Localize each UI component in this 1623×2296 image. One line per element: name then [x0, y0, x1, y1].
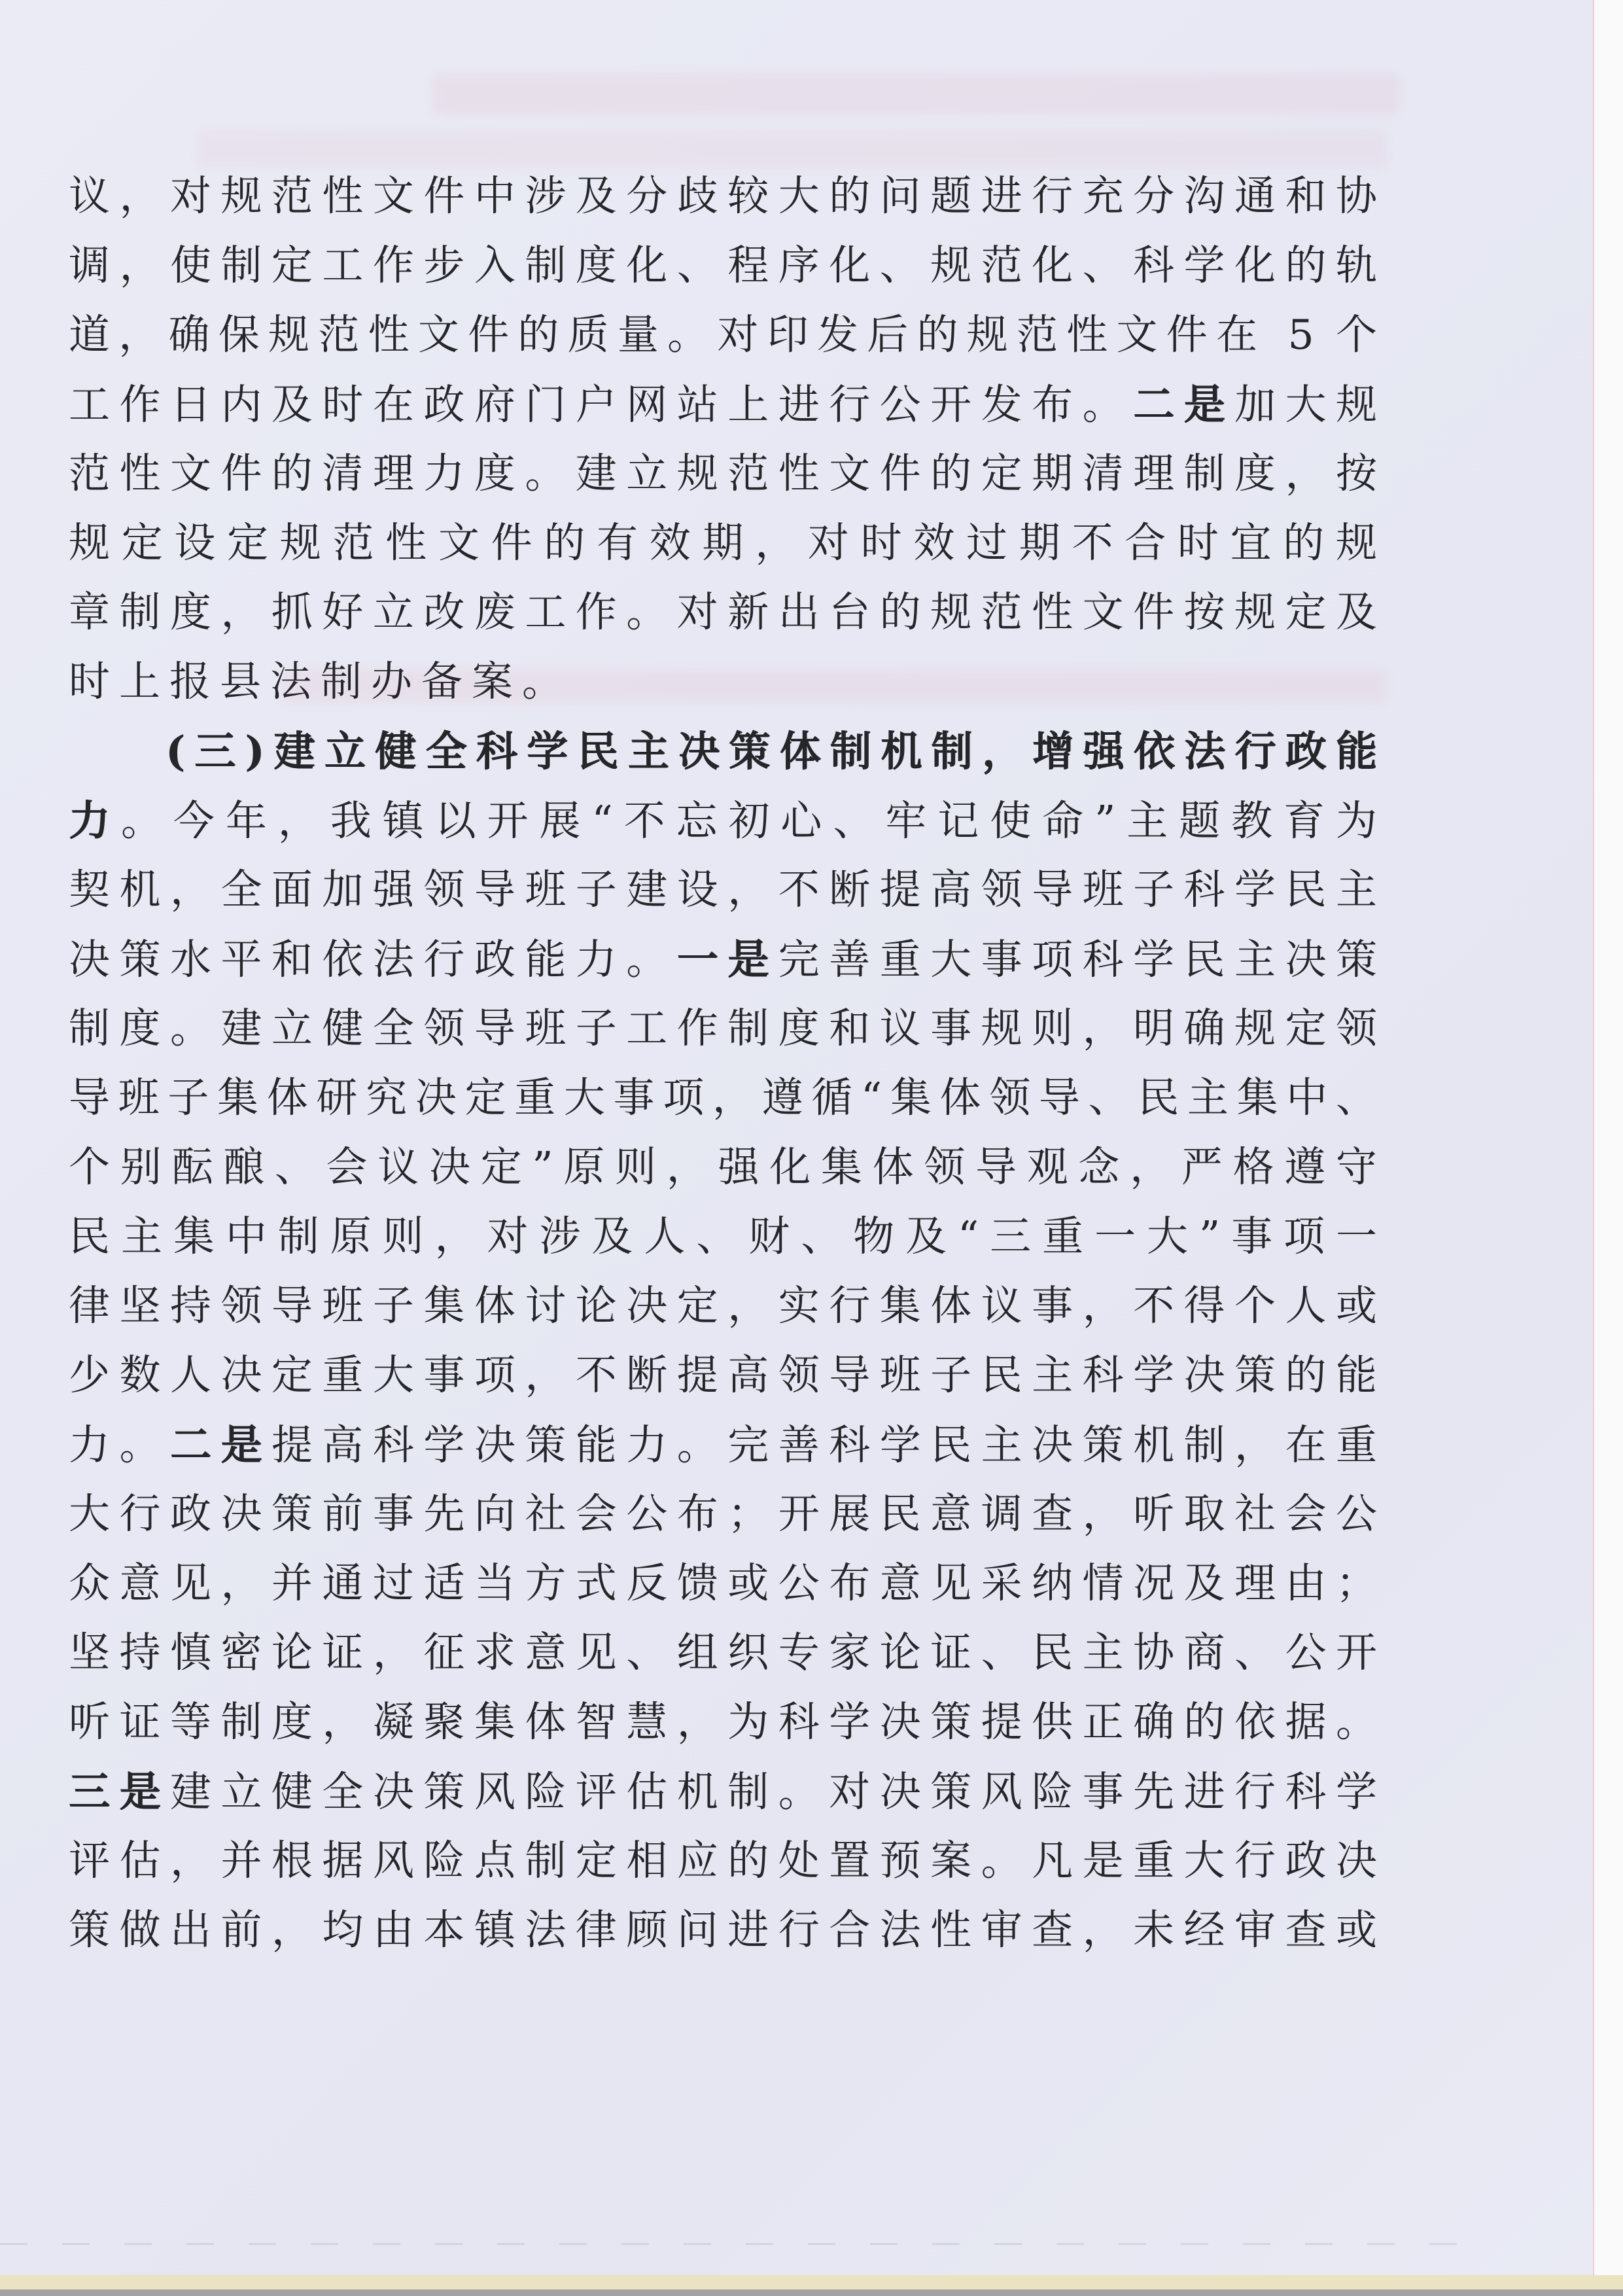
text-line [69, 1479, 1377, 1549]
document-body [69, 162, 1377, 1965]
emphasized-text: 二是 [1133, 380, 1235, 429]
body-text: 民主集中制原则，对涉及人、财、物及“三重一大”事项一 [69, 1212, 1377, 1260]
text-line [69, 994, 1377, 1063]
emphasized-text: 力 [69, 796, 121, 845]
page-bottom-edge [0, 2275, 1623, 2290]
body-text: 。今年，我镇以开展“不忘初心、牢记使命”主题教育为 [120, 797, 1378, 845]
text-line [69, 925, 1377, 994]
emphasized-text: 一是 [676, 935, 778, 983]
scan-background-strip [0, 2289, 1623, 2296]
body-text: 调，使制定工作步入制度化、程序化、规范化、科学化的轨 [69, 241, 1377, 289]
body-text: 章制度，抓好立改废工作。对新出台的规范性文件按规定及 [69, 588, 1377, 636]
text-line [69, 1687, 1377, 1757]
body-text: 建立健全决策风险评估机制。对决策风险事先进行科学 [169, 1768, 1378, 1816]
ink-bleed-artifact [432, 73, 1400, 115]
body-text: 策做出前，均由本镇法律顾问进行合法性审查，未经审查或 [69, 1906, 1377, 1954]
body-text: 众意见，并通过适当方式反馈或公布意见采纳情况及理由； [69, 1559, 1377, 1607]
body-text: 大行政决策前事先向社会公布；开展民意调查，听取社会公 [69, 1490, 1377, 1538]
text-line [69, 855, 1377, 925]
scanner-artifact-line [0, 2243, 1459, 2245]
text-line [69, 370, 1377, 439]
text-line [69, 716, 1377, 786]
text-line [69, 231, 1377, 300]
text-line [69, 647, 1377, 716]
body-text: 制度。建立健全领导班子工作制度和议事规则，明确规定领 [69, 1004, 1377, 1052]
text-line [69, 1549, 1377, 1618]
emphasized-text: (三)建立健全科学民主决策体制机制，增强依法行政能 [166, 727, 1377, 775]
body-text: 听证等制度，凝聚集体智慧，为科学决策提供正确的依据。 [69, 1698, 1377, 1746]
emphasized-text: 二是 [169, 1421, 271, 1469]
text-line [69, 1063, 1377, 1133]
emphasized-text: 三是 [69, 1767, 170, 1816]
body-text: 加大规 [1234, 381, 1378, 429]
text-line [69, 439, 1377, 508]
text-line [69, 1341, 1377, 1410]
body-text: 决策水平和依法行政能力。 [69, 936, 677, 983]
text-line [69, 162, 1377, 231]
body-text: 契机，全面加强领导班子建设，不断提高领导班子科学民主 [69, 866, 1377, 913]
body-text: 评估，并根据风险点制定相应的处置预案。凡是重大行政决 [69, 1837, 1377, 1884]
text-line [69, 1896, 1377, 1965]
text-line [69, 1826, 1377, 1896]
body-text: 规定设定规范性文件的有效期，对时效过期不合时宜的规 [69, 519, 1377, 567]
text-line [69, 300, 1377, 370]
scan-edge-right [1593, 0, 1623, 2296]
body-text: 工作日内及时在政府门户网站上进行公开发布。 [69, 381, 1134, 429]
body-text: 少数人决定重大事项，不断提高领导班子民主科学决策的能 [69, 1351, 1377, 1399]
text-line [69, 1618, 1377, 1687]
body-text: 导班子集体研究决定重大事项，遵循“集体领导、民主集中、 [69, 1074, 1377, 1122]
body-text: 律坚持领导班子集体讨论决定，实行集体议事，不得个人或 [69, 1282, 1377, 1330]
body-text: 完善重大事项科学民主决策 [778, 936, 1378, 983]
text-line [69, 1202, 1377, 1271]
body-text: 力。 [69, 1421, 170, 1469]
text-line [69, 508, 1377, 578]
body-text: 时上报县法制办备案。 [69, 658, 572, 705]
body-text: 个别酝酿、会议决定”原则，强化集体领导观念，严格遵守 [69, 1143, 1377, 1191]
text-line [69, 1133, 1377, 1202]
body-text: 道，确保规范性文件的质量。对印发后的规范性文件在 5 个 [69, 311, 1377, 359]
body-text: 提高科学决策能力。完善科学民主决策机制，在重 [271, 1421, 1378, 1469]
body-text: 议，对规范性文件中涉及分歧较大的问题进行充分沟通和协 [69, 172, 1377, 220]
text-line [69, 1271, 1377, 1341]
text-line [69, 1757, 1377, 1826]
text-line [69, 1410, 1377, 1479]
body-text: 坚持慎密论证，征求意见、组织专家论证、民主协商、公开 [69, 1629, 1377, 1676]
text-line [69, 786, 1377, 855]
text-line [69, 578, 1377, 647]
body-text: 范性文件的清理力度。建立规范性文件的定期清理制度，按 [69, 450, 1377, 497]
